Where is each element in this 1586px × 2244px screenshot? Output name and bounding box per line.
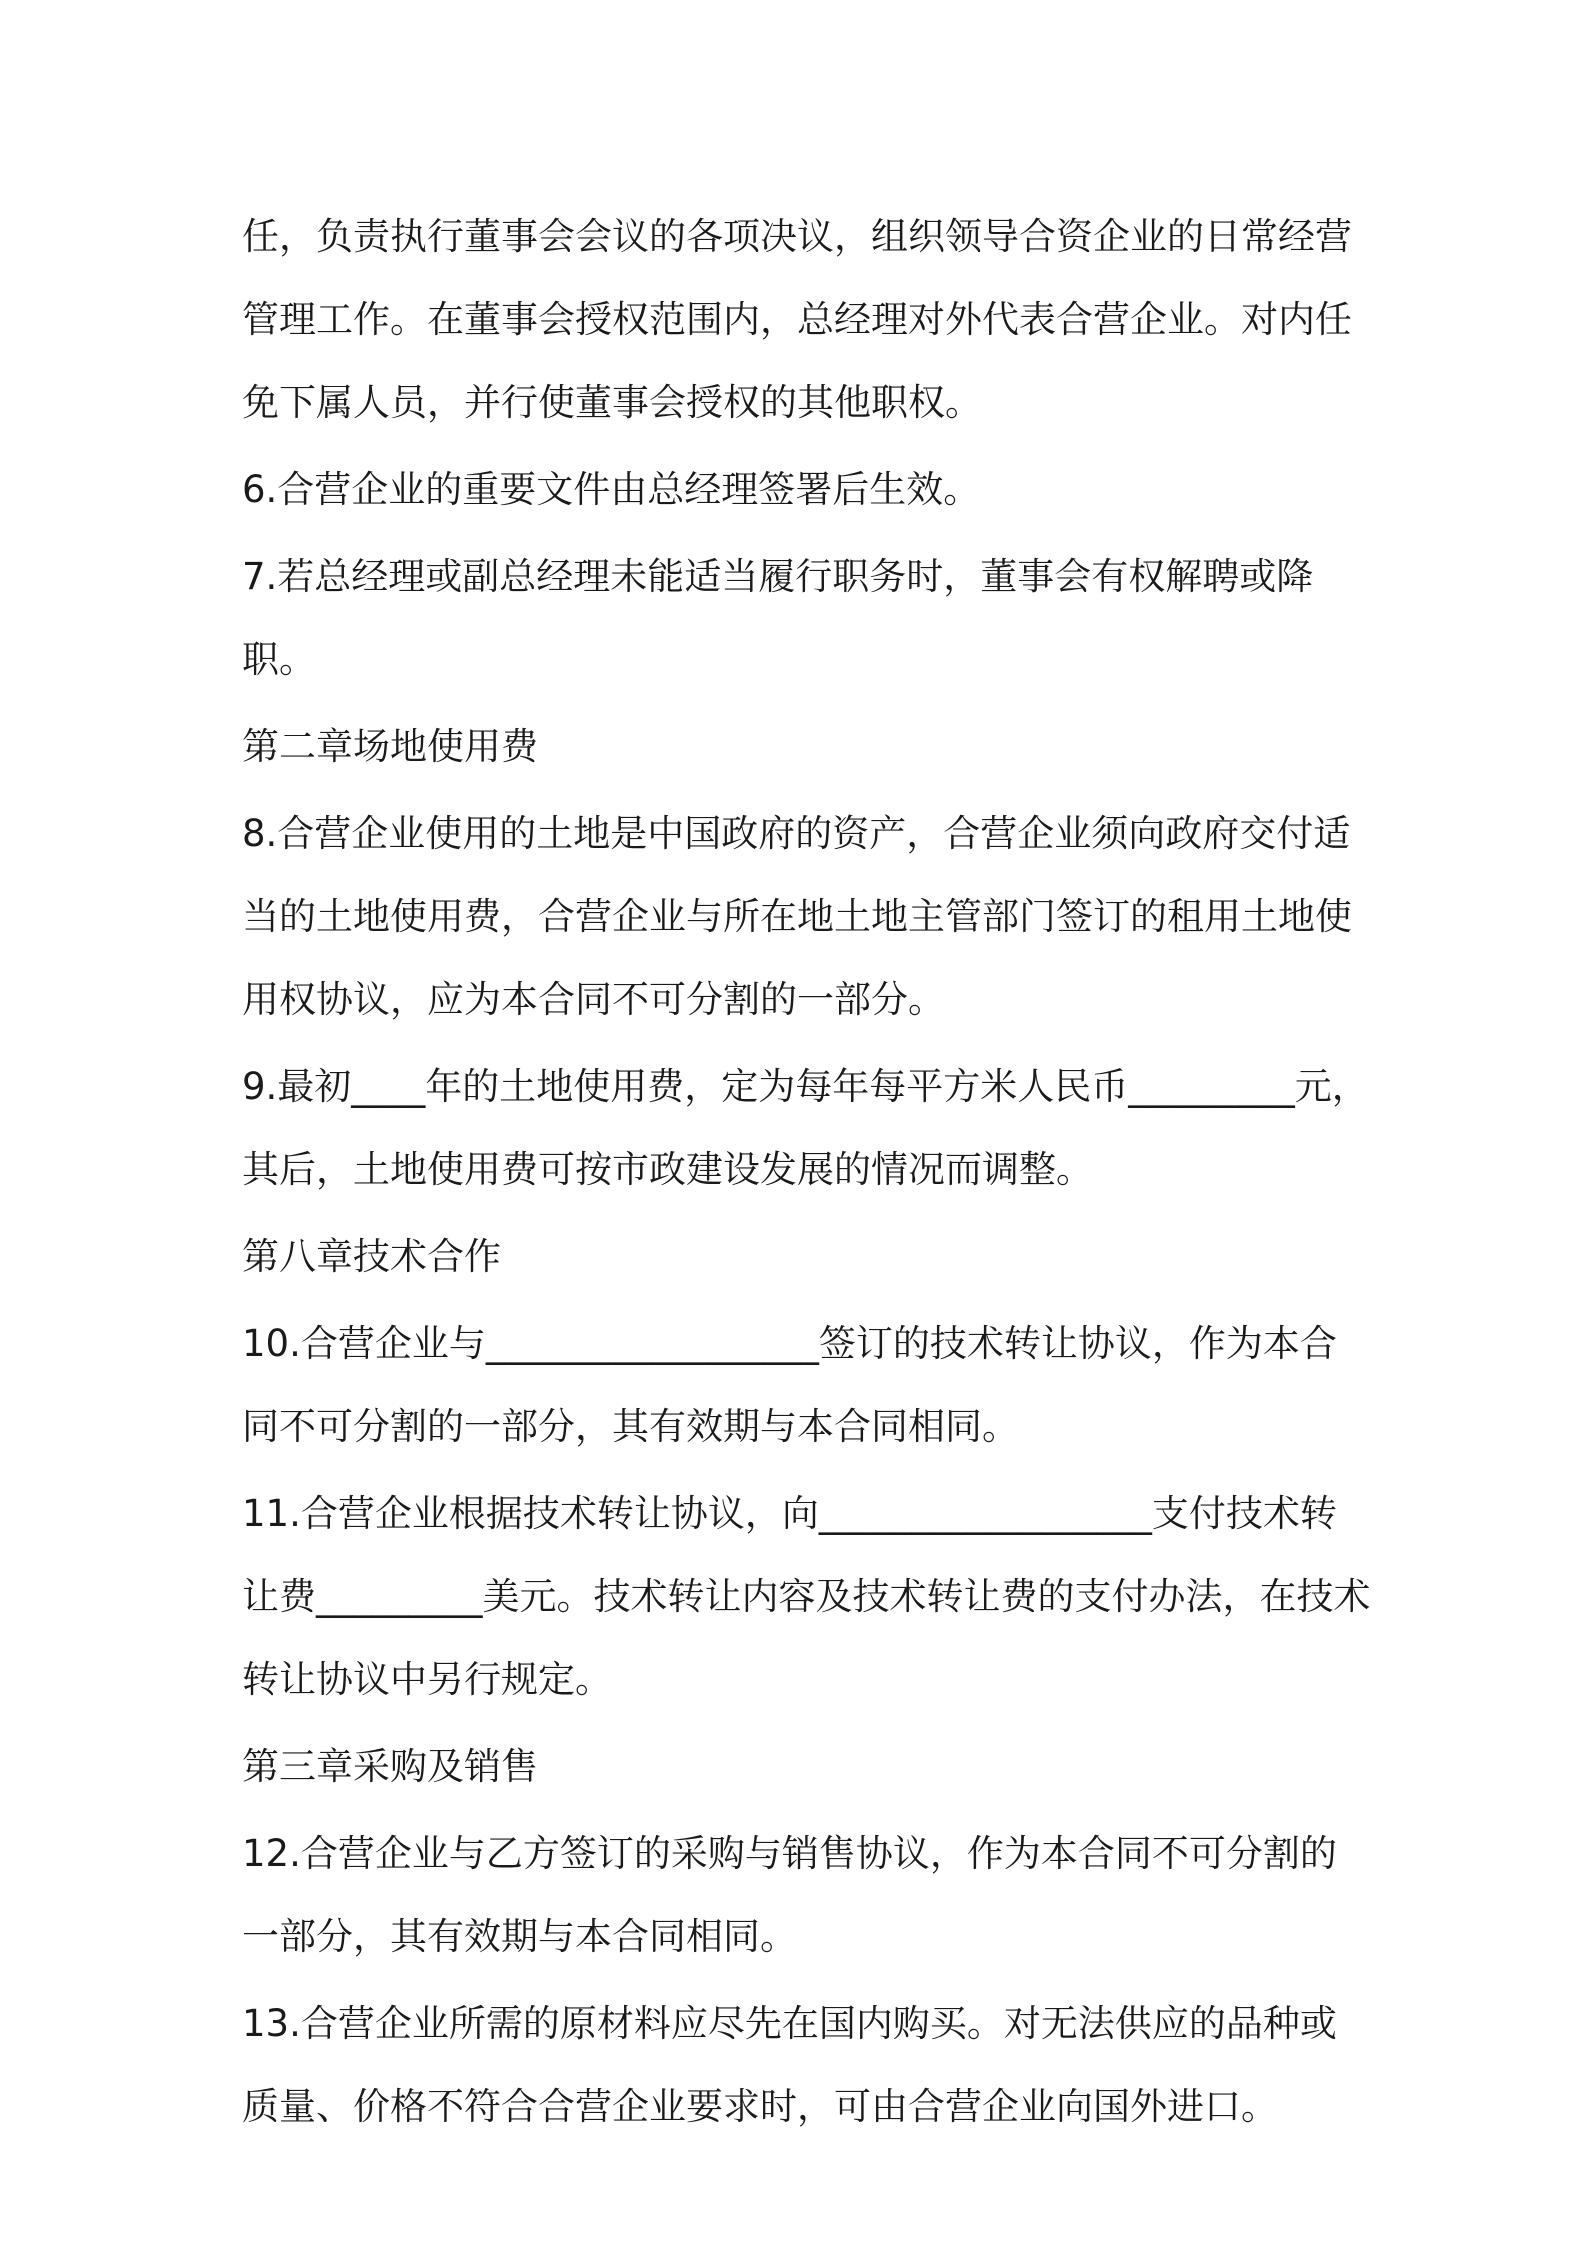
paragraph-5-continued: 任，负责执行董事会会议的各项决议，组织领导合资企业的日常经营管理工作。在董事会授权范围内，总经理对外代表合营企业。对内任免下属人员，并行使董事会授权的其他职权。	[242, 215, 1352, 424]
paragraph-13: 13.合营企业所需的原材料应尽先在国内购买。对无法供应的品种或质量、价格不符合合营企业要求时，可由合营企业向国外进口。	[242, 2002, 1337, 2128]
paragraph-6: 6.合营企业的重要文件由总经理签署后生效。	[242, 468, 981, 511]
paragraph-9: 9.最初____年的土地使用费，定为每年每平方米人民币_________元，其后，土地使用费可按市政建设发展的情况而调整。	[242, 1065, 1369, 1191]
paragraph-12: 12.合营企业与乙方签订的采购与销售协议，作为本合同不可分割的一部分，其有效期与本合同相同。	[242, 1832, 1337, 1958]
paragraph-11: 11.合营企业根据技术转让协议，向__________________支付技术转让费_________美元。技术转让内容及技术转让费的支付办法，在技术转让协议中另行规定。	[242, 1492, 1371, 1701]
paragraph-7: 7.若总经理或副总经理未能适当履行职务时，董事会有权解聘或降职。	[242, 555, 1314, 681]
chapter-heading-tech-cooperation: 第八章技术合作	[242, 1235, 501, 1278]
paragraph-10: 10.合营企业与__________________签订的技术转让协议，作为本合同不可分割的一部分，其有效期与本合同相同。	[242, 1322, 1337, 1448]
paragraph-8: 8.合营企业使用的土地是中国政府的资产，合营企业须向政府交付适当的土地使用费，合营企业与所在地土地主管部门签订的租用土地使用权协议，应为本合同不可分割的一部分。	[242, 812, 1352, 1021]
chapter-heading-purchase-sales: 第三章采购及销售	[242, 1745, 538, 1788]
document-body	[242, 195, 1372, 2152]
chapter-heading-site-fee: 第二章场地使用费	[242, 725, 538, 768]
